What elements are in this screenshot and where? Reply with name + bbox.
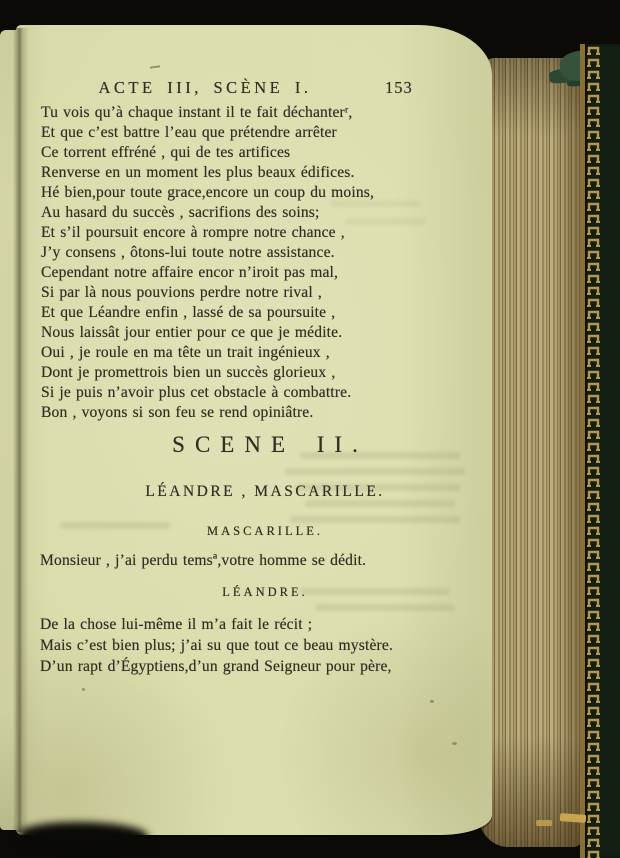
verse-line: Au hasard du succès , sacrifions des soins; (41, 204, 320, 221)
speaker-name: LÉANDRE. (222, 585, 308, 599)
scene1-verse-block (41, 103, 491, 423)
gilt-corner-chip (536, 820, 552, 826)
verse-line: Renverse en un moment les plus beaux édifices. (41, 164, 355, 181)
bottom-shadow (18, 822, 148, 848)
dialogue-line: Mais c’est bien plus; j’ai su que tout ce beau mystère. (40, 637, 393, 654)
verse-line: Et que c’est battre l’eau que prétendre arrêter (41, 124, 337, 141)
gilt-board-edge (580, 44, 620, 858)
speaker-name: MASCARILLE. (207, 524, 323, 538)
gilt-tooling-pattern (585, 44, 620, 858)
speech-lines (40, 550, 490, 571)
gilt-corner-chip (560, 813, 586, 823)
dialogue-line: De la chose lui-même il m’a fait le récit ; (40, 616, 313, 633)
verse-line: Cependant notre affaire encor n’iroit pas mal, (41, 264, 339, 281)
verse-line: J’y consens , ôtons-lui toute notre assistance. (41, 244, 335, 261)
verse-line: Tu vois qu’à chaque instant il te fait déchanterʳ, (41, 104, 353, 121)
verse-line: Dont je promettrois bien un succès glorieux , (41, 364, 336, 381)
verse-line: Et s’il poursuit encore à rompre notre chance , (41, 224, 345, 241)
page-number: 153 (385, 78, 413, 97)
verse-line: Ce torrent effréné , qui de tes artifices (41, 144, 291, 161)
speech-lines (40, 614, 490, 677)
verse-line: Si je puis n’avoir plus cet obstacle à combattre. (41, 384, 352, 401)
verse-line: Hé bien,pour toute grace,encore un coup du moins, (41, 184, 375, 201)
running-header (40, 78, 480, 100)
speech-mascarille (40, 524, 490, 571)
verse-line: Et que Léandre enfin , lassé de sa poursuite , (41, 304, 336, 321)
showthrough-smudge (305, 500, 455, 507)
verse-line: Bon , voyons si son feu se rend opiniâtre. (41, 404, 314, 421)
paper-speck (82, 688, 85, 691)
scene2-characters: LÉANDRE , MASCARILLE. (145, 483, 385, 500)
paper-speck (452, 742, 457, 745)
gutter-shadow (13, 28, 29, 832)
showthrough-smudge (285, 468, 465, 475)
dialogue-line: Monsieur , j’ai perdu temsª,votre homme se dédit. (40, 552, 367, 569)
running-header-title: ACTE III, SCÈNE I. (98, 78, 312, 97)
verse-line: Si par là nous pouvions perdre notre rival , (41, 284, 322, 301)
verse-line: Nous laissât jour entier pour ce que je médite. (41, 324, 343, 341)
dialogue-line: D’un rapt d’Égyptiens,d’un grand Seigneur pour père, (40, 658, 392, 675)
scene2-heading: SCENE II. (172, 432, 368, 457)
paper-speck (430, 700, 434, 703)
showthrough-smudge (290, 516, 460, 523)
verse-line: Oui , je roule en ma tête un trait ingénieux , (41, 344, 330, 361)
speech-leandre (40, 585, 490, 677)
page-block-fore-edge (478, 58, 584, 847)
